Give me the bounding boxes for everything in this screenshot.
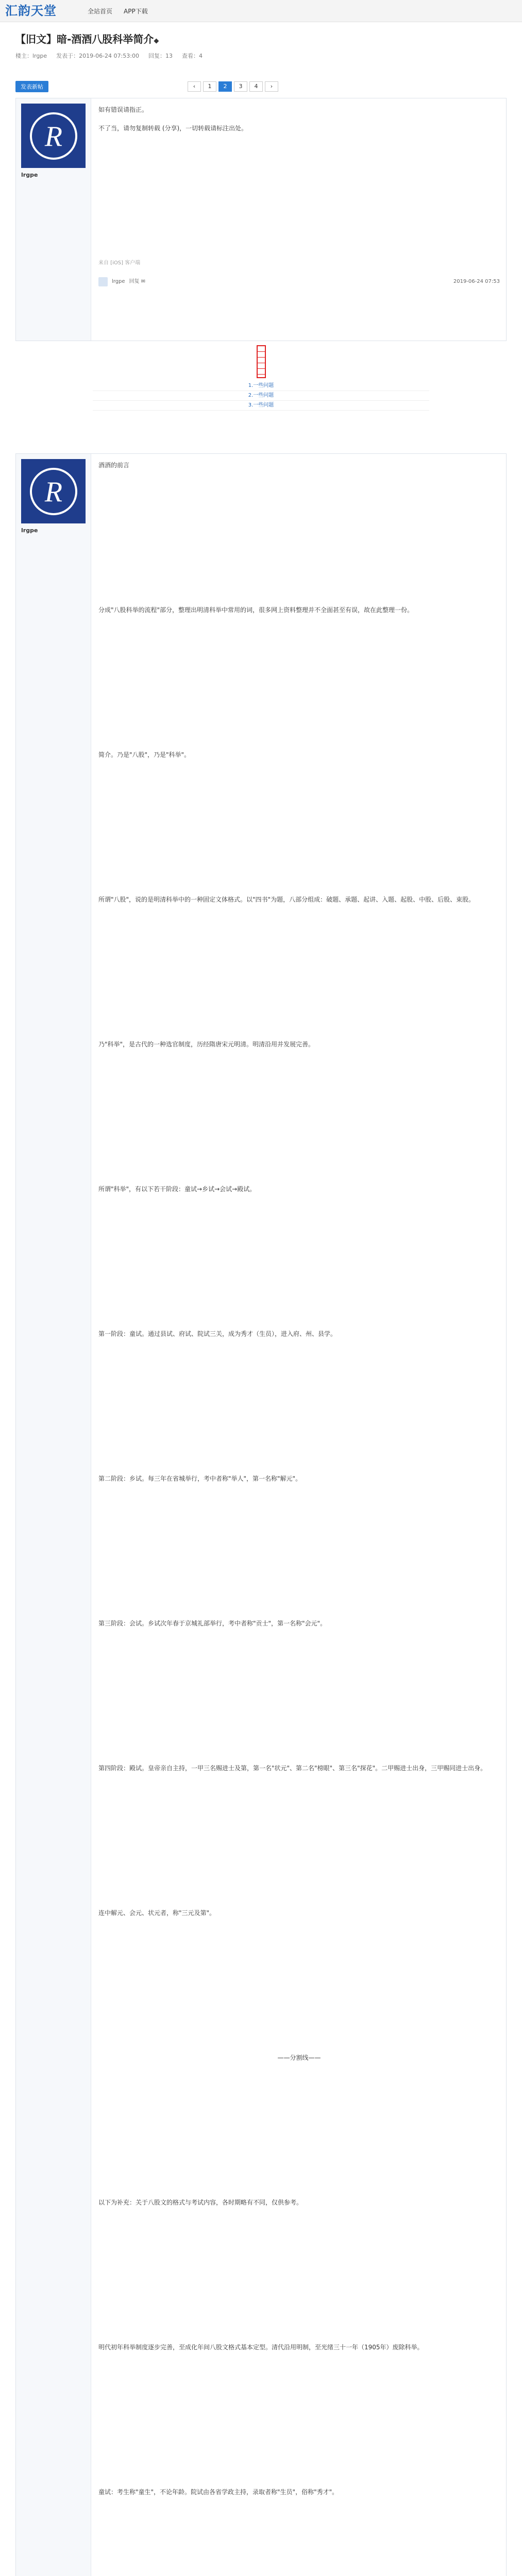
related-link[interactable]: 3.一些问题 [93,401,429,411]
post-paragraph: 第一阶段：童试。通过县试、府试、院试三关，成为秀才（生员），进入府、州、县学。 [98,1330,337,1337]
sig-avatar-icon [98,277,108,286]
related-link[interactable]: 1.一些问题 [93,381,429,391]
post-paragraph: 第二阶段：乡试。每三年在省城举行，考中者称"举人"，第一名称"解元"。 [98,1475,302,1482]
post-paragraph: 所谓"科举"，有以下若干阶段：童试→乡试→会试→殿试。 [98,1185,256,1193]
post-paragraph: 童试：考生称"童生"，不论年龄。院试由各省学政主持，录取者称"生员"，俗称"秀才"。 [98,2488,339,2496]
svg-text:R: R [44,476,62,508]
post-signature [98,276,500,287]
page-next[interactable]: › [265,81,278,92]
svg-text:R: R [44,120,62,152]
post-paragraph: 明代初年科举制度逐步完善，至成化年间八股文格式基本定型。清代沿用明制，至光绪三十一年（1905年）废除科举。 [98,2344,424,2351]
page-1[interactable]: 1 [203,81,216,92]
related-links-top [93,381,429,411]
post-paragraph: 第三阶段：会试。乡试次年春于京城礼部举行，考中者称"贡士"，第一名称"会元"。 [98,1620,327,1627]
post-1-body [98,105,500,287]
post-1-sidebar [16,98,91,341]
post-paragraph: 简介。乃是"八股"，乃是"科举"。 [98,751,191,758]
highlight-box [257,345,266,378]
user-logo-icon [25,108,82,164]
post-1 [15,98,507,341]
post-paragraph: 所谓"八股"，说的是明清科举中的一种固定文体格式。以"四书"为题，八部分组成：破题、承题、起讲、入题、起股、中股、后股、束股。 [98,896,475,903]
post-paragraph: 酒酒的前言 [98,462,130,469]
pagination [188,81,278,92]
page-3[interactable]: 3 [234,81,247,92]
reply-link[interactable]: 回复 ✉ [129,279,146,284]
top-nav [88,0,148,22]
post-paragraph: 乃"科举"，是古代的一种选官制度，历经隋唐宋元明清。明清沿用并发展完善。 [98,1041,315,1048]
nav-home[interactable]: 全站首页 [88,7,113,15]
page-4[interactable]: 4 [249,81,263,92]
top-bar [0,0,522,22]
nav-app-download[interactable]: APP下载 [124,7,148,15]
page-2[interactable]: 2 [218,81,232,92]
avatar[interactable] [21,104,86,168]
thread-title: 【旧文】暗-酒酒八股科举简介 [15,33,154,45]
thread-title-row [15,31,507,46]
site-logo[interactable]: 汇韵天堂 [5,4,57,18]
pager-top [15,80,507,93]
post-paragraph: 连中解元、会元、状元者，称"三元及第"。 [98,1909,216,1917]
post-2 [15,453,507,2576]
page-prev[interactable]: ‹ [188,81,201,92]
thread-author[interactable]: 楼主：lrgpe [15,53,47,59]
post-paragraphs [98,460,500,2576]
post-paragraph: 第四阶段：殿试。皇帝亲自主持，一甲三名赐进士及第，第一名"状元"、第二名"榜眼"、第三名"探花"。二甲赐进士出身，三甲赐同进士出身。 [98,1765,487,1772]
post-paragraph: ——分割线—— [277,2054,321,2061]
related-link[interactable]: 2.一些问题 [93,391,429,401]
post-paragraph: 以下为补充：关于八股文的格式与考试内容，各时期略有不同，仅供参考。 [98,2199,303,2206]
star-icon: ◆ [154,37,159,45]
sig-name[interactable]: lrgpe [112,279,125,284]
new-post-button[interactable]: 发表新帖 [15,81,48,92]
username[interactable]: lrgpe [21,172,38,178]
avatar[interactable] [21,459,86,523]
thread-meta [15,52,203,60]
user-logo-icon [25,463,82,520]
post-source: 来自 [iOS] 客户端 [98,260,141,266]
thread-replies: 回复：13 [148,53,173,59]
username[interactable]: lrgpe [21,527,38,534]
post-2-body [98,460,500,2576]
post-time: 2019-06-24 07:53 [453,279,500,284]
thread-date: 发表于：2019-06-24 07:53:00 [56,53,139,59]
post-line: 不了当，请勿复制转载 (分享)，一切转载请标注出处。 [98,125,248,132]
post-paragraph: 分成"八股科举的流程"部分，整理出明清科举中常用的词，很多网上资料整理并不全面甚至有误，故在此整理一份。 [98,606,414,614]
thread-views: 查看：4 [181,53,203,59]
post-2-sidebar [16,454,91,2576]
post-line: 如有错误请指正。 [98,106,148,113]
